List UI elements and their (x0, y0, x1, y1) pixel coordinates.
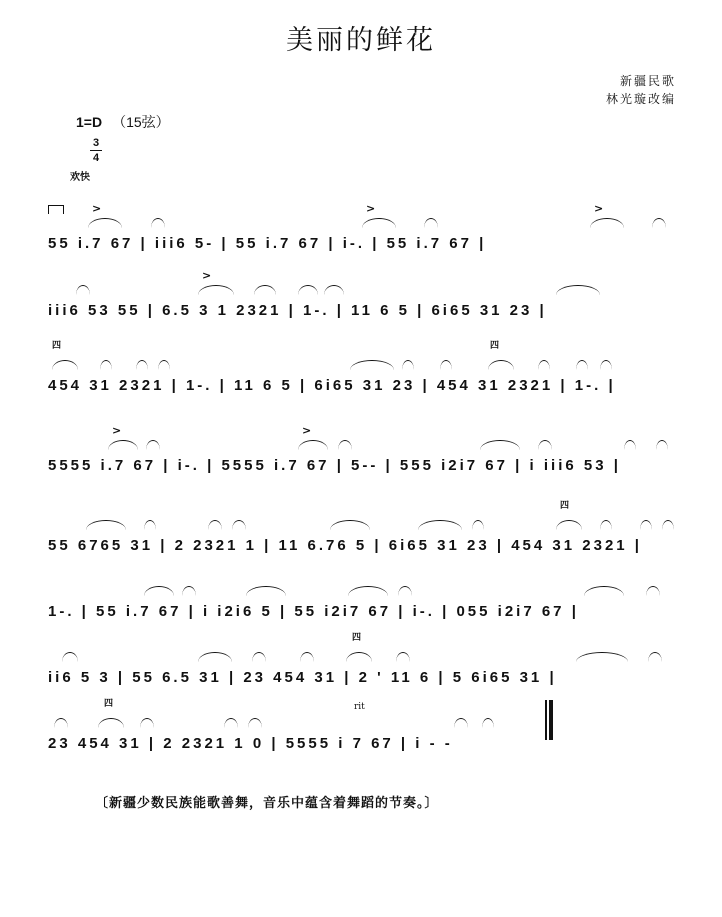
slur (488, 360, 514, 370)
time-signature-top: 3 (92, 137, 100, 149)
staff-row-7 (48, 633, 688, 686)
slur (98, 718, 124, 728)
slur (254, 285, 276, 295)
slur (646, 586, 660, 596)
slur (398, 586, 412, 596)
slur (100, 360, 112, 370)
tuning-label: （15弦） (112, 114, 170, 130)
notation-line: ii6 5 3 | 55 6.5 31 | 23 454 31 | 2 ' 11 6 | 5 6i65 31 | (48, 669, 557, 686)
notation-line: 454 31 2321 | 1-. | 11 6 5 | 6i65 31 23 | 454 31 2321 | 1-. | (48, 377, 616, 394)
slur (640, 520, 652, 530)
slur (246, 586, 286, 596)
notation-line: 5555 i.7 67 | i-. | 5555 i.7 67 | 5-- | 555 i2i7 67 | i iii6 53 | (48, 457, 621, 474)
slur (472, 520, 484, 530)
slur (136, 360, 148, 370)
slur (418, 520, 462, 530)
slur (144, 586, 174, 596)
slur (576, 652, 628, 662)
accent-mark: > (92, 202, 105, 215)
slur (362, 218, 396, 228)
slur (656, 440, 668, 450)
slur (151, 218, 165, 228)
slur (224, 718, 238, 728)
slur (600, 360, 612, 370)
slur (350, 360, 394, 370)
slur (338, 440, 352, 450)
fingering-mark: 四 (560, 501, 573, 511)
slur (648, 652, 662, 662)
fingering-mark: 四 (352, 633, 365, 643)
time-signature-bottom: 4 (92, 152, 100, 164)
slur (584, 586, 624, 596)
final-barline-thin (545, 700, 547, 740)
slur (440, 360, 452, 370)
slur (140, 718, 154, 728)
accent-mark: > (302, 424, 315, 437)
slur (108, 440, 138, 450)
tempo-marking: 欢快 (70, 172, 90, 183)
slur (480, 440, 520, 450)
staff-row-1 (48, 202, 688, 252)
slur (198, 652, 232, 662)
slur (538, 440, 552, 450)
slur (324, 285, 344, 295)
slur (624, 440, 636, 450)
slur (300, 652, 314, 662)
slur (298, 440, 328, 450)
ritardando-marking: rit (354, 702, 365, 712)
slur (88, 218, 122, 228)
key-signature (76, 112, 170, 132)
slur (556, 285, 600, 295)
slur (662, 520, 674, 530)
arranger-label: 林光璇改编 (605, 92, 676, 106)
fingering-mark: 四 (104, 699, 117, 709)
accent-mark: > (202, 269, 215, 282)
slur (248, 718, 262, 728)
slur (576, 360, 588, 370)
slur (556, 520, 582, 530)
slur (590, 218, 624, 228)
slur (198, 285, 234, 295)
slur (208, 520, 222, 530)
slur (454, 718, 468, 728)
slur (232, 520, 246, 530)
notation-line: 55 i.7 67 | iii6 5- | 55 i.7 67 | i-. | 55 i.7 67 | (48, 235, 487, 252)
credits (606, 72, 676, 108)
fermata (482, 718, 494, 728)
staff-row-4 (48, 424, 688, 474)
slur (538, 360, 550, 370)
notation-line: iii6 53 55 | 6.5 3 1 2321 | 1-. | 11 6 5 | 6i65 31 23 | (48, 302, 547, 319)
staff-row-3 (48, 341, 688, 394)
slur (346, 652, 372, 662)
slur (600, 520, 612, 530)
accent-mark: > (366, 202, 379, 215)
slur (144, 520, 156, 530)
slur (348, 586, 388, 596)
staff-row-6 (48, 598, 688, 620)
fingering-mark: 四 (52, 341, 65, 351)
footnote: 〔新疆少数民族能歌善舞，音乐中蕴含着舞蹈的节奏。〕 (95, 796, 439, 811)
slur (330, 520, 370, 530)
time-signature (89, 136, 103, 165)
repeat-bracket (48, 205, 64, 214)
slur (76, 285, 90, 295)
slur (182, 586, 196, 596)
final-barline-thick (549, 700, 553, 740)
key-label: 1=D (76, 114, 103, 130)
slur (252, 652, 266, 662)
song-title: 美丽的鲜花 (286, 25, 436, 56)
notation-line: 1-. | 55 i.7 67 | i i2i6 5 | 55 i2i7 67 | i-. | 055 i2i7 67 | (48, 603, 579, 620)
accent-mark: > (594, 202, 607, 215)
slur (86, 520, 126, 530)
slur (396, 652, 410, 662)
slur (146, 440, 160, 450)
staff-row-5 (48, 501, 688, 554)
origin-label: 新疆民歌 (619, 74, 676, 88)
slur (298, 285, 318, 295)
slur (402, 360, 414, 370)
notation-line: 55 6765 31 | 2 2321 1 | 11 6.76 5 | 6i65 31 23 | 454 31 2321 | (48, 537, 642, 554)
accent-mark: > (112, 424, 125, 437)
slur (158, 360, 170, 370)
slur (652, 218, 666, 228)
notation-line: 23 454 31 | 2 2321 1 0 | 5555 i 7 67 | i - - (48, 735, 460, 752)
staff-row-2 (48, 269, 688, 319)
fingering-mark: 四 (490, 341, 503, 351)
slur (424, 218, 438, 228)
final-barline (545, 700, 554, 740)
